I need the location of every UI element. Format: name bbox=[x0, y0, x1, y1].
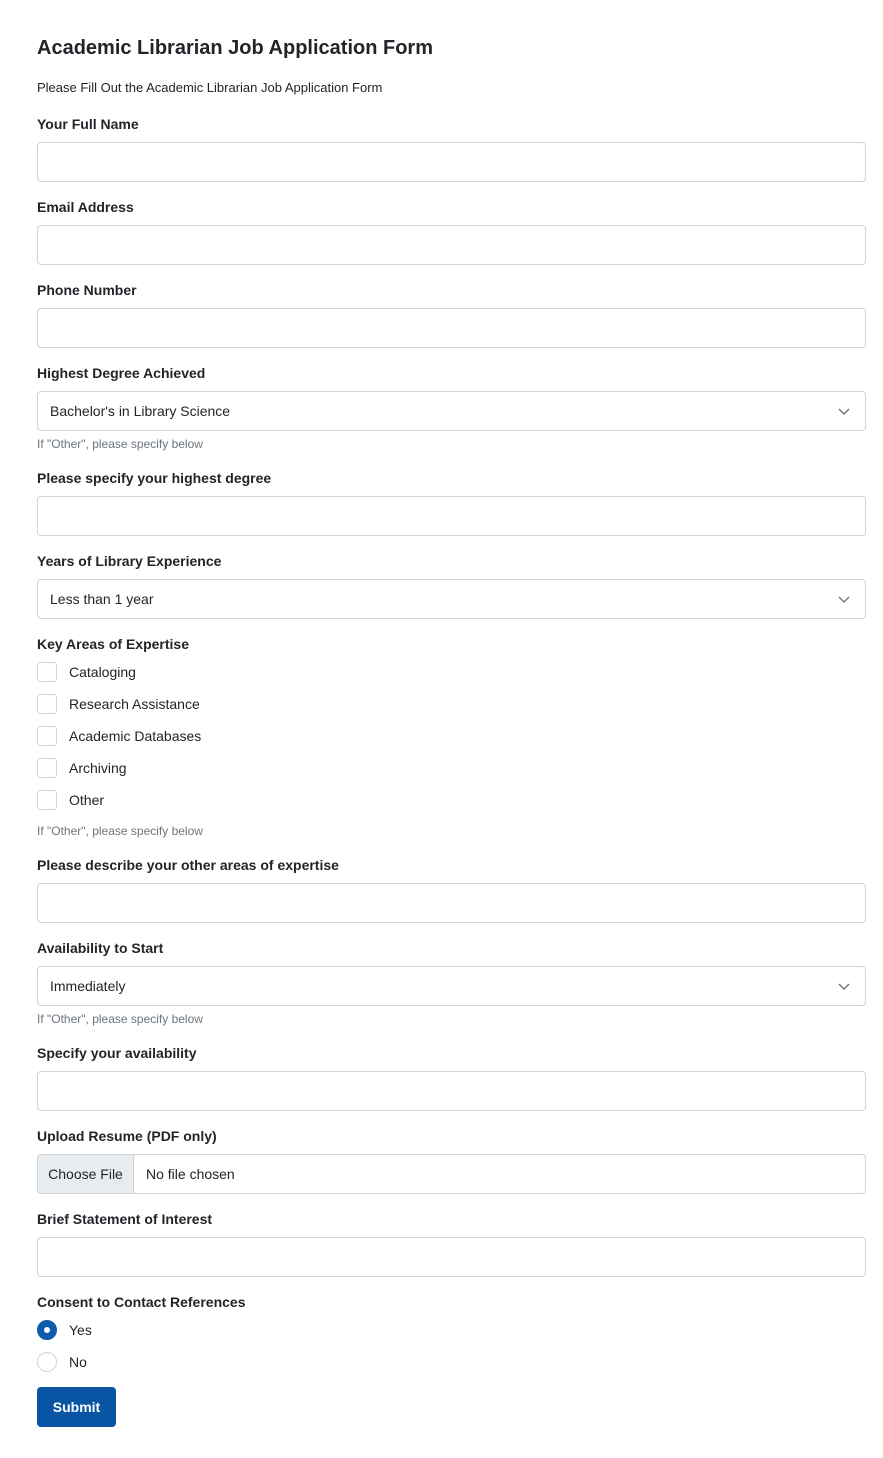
statement-label: Brief Statement of Interest bbox=[37, 1211, 213, 1227]
chevron-down-icon bbox=[837, 979, 851, 993]
expertise-option[interactable] bbox=[37, 662, 136, 682]
expertise-option[interactable] bbox=[37, 726, 201, 746]
degree-select[interactable] bbox=[37, 391, 866, 431]
degree-help: If "Other", please specify below bbox=[37, 437, 203, 451]
file-status: No file chosen bbox=[146, 1166, 235, 1182]
availability-other-input[interactable] bbox=[37, 1071, 866, 1111]
submit-button[interactable]: Submit bbox=[37, 1387, 116, 1427]
phone-input[interactable] bbox=[37, 308, 866, 348]
experience-select-value: Less than 1 year bbox=[50, 591, 154, 607]
full-name-input[interactable] bbox=[37, 142, 866, 182]
expertise-option-label: Research Assistance bbox=[69, 696, 200, 712]
degree-other-label: Please specify your highest degree bbox=[37, 470, 272, 486]
expertise-checkbox-research-assistance[interactable] bbox=[37, 694, 57, 714]
availability-help: If "Other", please specify below bbox=[37, 1012, 203, 1026]
consent-option-yes[interactable] bbox=[37, 1320, 92, 1340]
availability-select-value: Immediately bbox=[50, 978, 126, 994]
consent-option-label: Yes bbox=[69, 1322, 92, 1338]
expertise-checkbox-archiving[interactable] bbox=[37, 758, 57, 778]
availability-select[interactable] bbox=[37, 966, 866, 1006]
chevron-down-icon bbox=[837, 404, 851, 418]
expertise-checkbox-cataloging[interactable] bbox=[37, 662, 57, 682]
expertise-other-label: Please describe your other areas of expertise bbox=[37, 857, 339, 873]
experience-label: Years of Library Experience bbox=[37, 553, 222, 569]
form-title: Academic Librarian Job Application Form bbox=[37, 37, 433, 59]
choose-file-button[interactable]: Choose File bbox=[38, 1155, 134, 1193]
expertise-other-input[interactable] bbox=[37, 883, 866, 923]
expertise-checkbox-academic-databases[interactable] bbox=[37, 726, 57, 746]
statement-input[interactable] bbox=[37, 1237, 866, 1277]
experience-select[interactable] bbox=[37, 579, 866, 619]
resume-file-input[interactable] bbox=[37, 1154, 866, 1194]
degree-other-input[interactable] bbox=[37, 496, 866, 536]
expertise-checkbox-other[interactable] bbox=[37, 790, 57, 810]
phone-label: Phone Number bbox=[37, 282, 137, 298]
expertise-option[interactable] bbox=[37, 694, 200, 714]
consent-label: Consent to Contact References bbox=[37, 1294, 246, 1310]
consent-option-no[interactable] bbox=[37, 1352, 87, 1372]
degree-label: Highest Degree Achieved bbox=[37, 365, 206, 381]
expertise-option-label: Academic Databases bbox=[69, 728, 202, 744]
availability-other-label: Specify your availability bbox=[37, 1045, 197, 1061]
email-input[interactable] bbox=[37, 225, 866, 265]
consent-option-label: No bbox=[69, 1354, 87, 1370]
expertise-option-label: Archiving bbox=[69, 760, 127, 776]
expertise-option-label: Other bbox=[69, 792, 105, 808]
availability-label: Availability to Start bbox=[37, 940, 164, 956]
consent-radio-yes[interactable] bbox=[37, 1320, 57, 1340]
consent-radio-no[interactable] bbox=[37, 1352, 57, 1372]
expertise-option-label: Cataloging bbox=[69, 664, 136, 680]
expertise-option[interactable] bbox=[37, 758, 127, 778]
chevron-down-icon bbox=[837, 592, 851, 606]
resume-label: Upload Resume (PDF only) bbox=[37, 1128, 217, 1144]
degree-select-value: Bachelor's in Library Science bbox=[50, 403, 231, 419]
form-description: Please Fill Out the Academic Librarian Job Application Form bbox=[37, 80, 383, 95]
expertise-option[interactable] bbox=[37, 790, 104, 810]
email-label: Email Address bbox=[37, 199, 134, 215]
full-name-label: Your Full Name bbox=[37, 116, 139, 132]
expertise-label: Key Areas of Expertise bbox=[37, 636, 189, 652]
expertise-help: If "Other", please specify below bbox=[37, 824, 203, 838]
